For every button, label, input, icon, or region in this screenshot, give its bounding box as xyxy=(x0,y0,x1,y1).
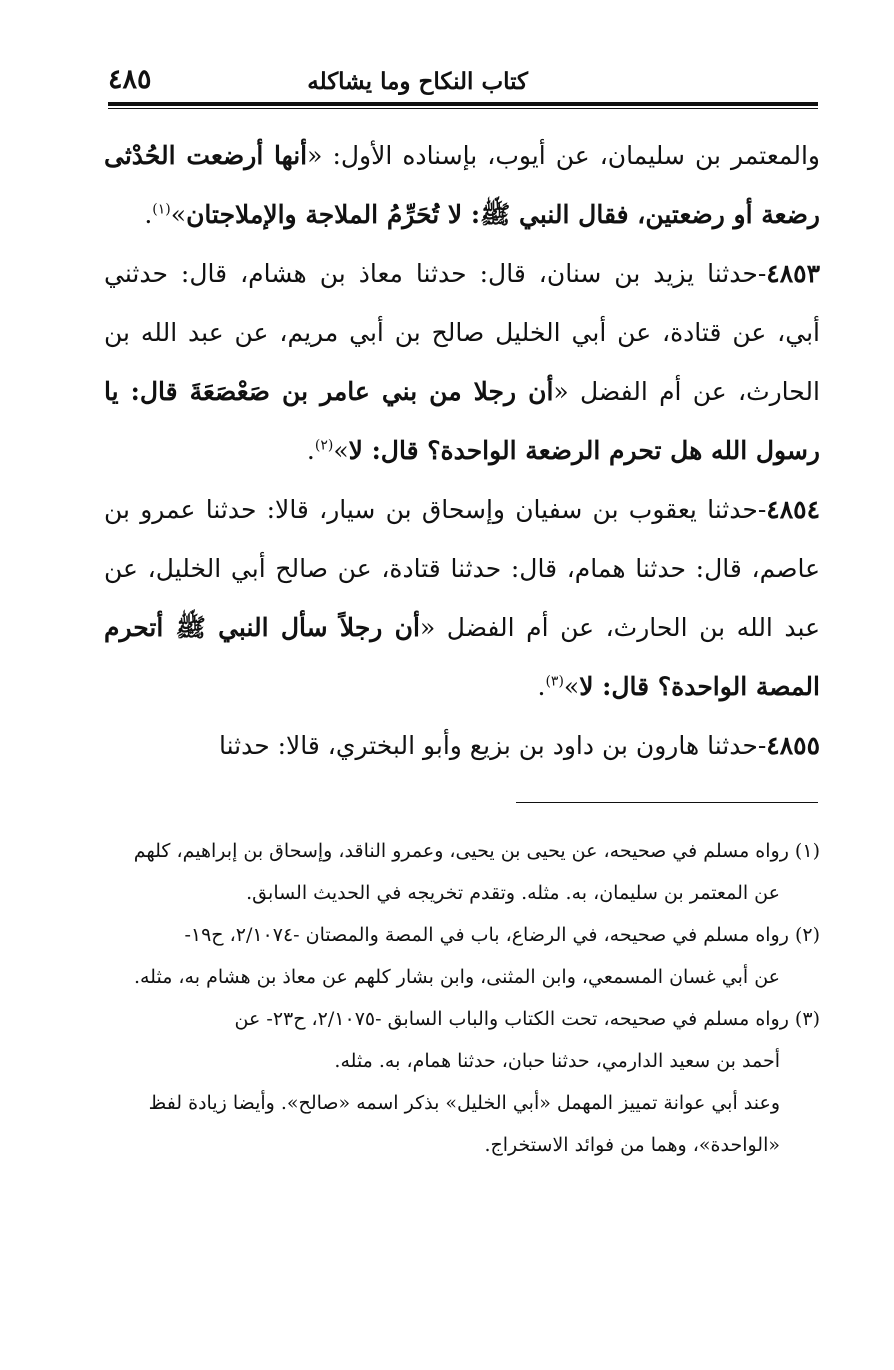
footnote-2: (٢) رواه مسلم في صحيحه، في الرضاع، باب في المصة والمصتان -٢/١٠٧٤، ح١٩- xyxy=(184,924,820,946)
footnote-1-cont: عن المعتمر بن سليمان، به. مثله. وتقدم تخريجه في الحديث السابق. xyxy=(246,882,780,904)
quoted-hadith-text: أنها أرضعت الحُدْثى رضعة أو رضعتين، فقال النبي ﷺ: لا تُحَرِّمُ الملاجة والإملاجتان xyxy=(104,141,820,229)
footnote-ref: (٢) xyxy=(314,437,334,454)
footnotes xyxy=(104,830,820,1166)
page-number: ٤٨٥ xyxy=(108,64,152,95)
header-rule-thin xyxy=(108,108,818,109)
header-title: كتاب النكاح وما يشاكله xyxy=(307,68,528,95)
hadith-number: ٤٨٥٣ xyxy=(766,259,820,288)
running-header xyxy=(108,62,818,102)
hadith-number: ٤٨٥٥ xyxy=(766,731,820,760)
hadith-number: ٤٨٥٤ xyxy=(766,495,820,524)
footnote-ref: (٣) xyxy=(545,673,564,690)
quoted-hadith-text: أن رجلاً سأل النبي ﷺ أتحرم المصة الواحدة؟ قال: لا xyxy=(104,613,820,701)
footnote-3-note: وعند أبي عوانة تمييز المهمل «أبي الخليل» بذكر اسمه «صالح». وأيضا زيادة لفظ xyxy=(148,1092,780,1114)
hadith-4854: ٤٨٥٤-حدثنا يعقوب بن سفيان وإسحاق بن سيار، قالا: حدثنا عمرو بن عاصم، قال: حدثنا همام، قال: حدثنا قتادة، عن صالح أبي الخليل، عن عبد الله بن الحارث، عن أم الفضل «أن رجلاً سأل النبي ﷺ أتحرم المصة الواحدة؟ قال: لا»$^{(٣)}$. xyxy=(104,495,820,701)
footnote-1: (١) رواه مسلم في صحيحه، عن يحيى بن يحيى، وعمرو الناقد، وإسحاق بن إبراهيم، كلهم xyxy=(133,840,820,862)
paragraph-continuation: والمعتمر بن سليمان، عن أيوب، بإسناده الأول: «أنها أرضعت الحُدْثى رضعة أو رضعتين، فقال النبي ﷺ: لا تُحَرِّمُ الملاجة والإملاجتان»$^{(١)}$. xyxy=(104,141,820,229)
quoted-hadith-text: أن رجلا من بني عامر بن صَعْصَعَةَ قال: يا رسول الله هل تحرم الرضعة الواحدة؟ قال: لا xyxy=(104,377,820,465)
header-rule-thick xyxy=(108,102,818,106)
footnote-3-cont: أحمد بن سعيد الدارمي، حدثنا حبان، حدثنا همام، به. مثله. xyxy=(334,1050,780,1072)
footnote-3-note-cont: «الواحدة»، وهما من فوائد الاستخراج. xyxy=(484,1134,780,1156)
footnote-ref: (١) xyxy=(152,201,171,218)
hadith-4855: ٤٨٥٥-حدثنا هارون بن داود بن بزيع وأبو البختري، قالا: حدثنا xyxy=(218,731,820,760)
main-text xyxy=(104,126,820,775)
hadith-4853: ٤٨٥٣-حدثنا يزيد بن سنان، قال: حدثنا معاذ بن هشام، قال: حدثني أبي، عن قتادة، عن أبي الخليل صالح بن أبي مريم، عن عبد الله بن الحارث، عن أم الفضل «أن رجلا من بني عامر بن صَعْصَعَةَ قال: يا رسول الله هل تحرم الرضعة الواحدة؟ قال: لا»$^{(٢)}$. xyxy=(104,259,820,465)
footnote-separator xyxy=(516,802,818,803)
footnote-3: (٣) رواه مسلم في صحيحه، تحت الكتاب والباب السابق -٢/١٠٧٥، ح٢٣- عن xyxy=(234,1008,820,1030)
footnote-2-cont: عن أبي غسان المسمعي، وابن المثنى، وابن بشار كلهم عن معاذ بن هشام به، مثله. xyxy=(133,966,780,988)
